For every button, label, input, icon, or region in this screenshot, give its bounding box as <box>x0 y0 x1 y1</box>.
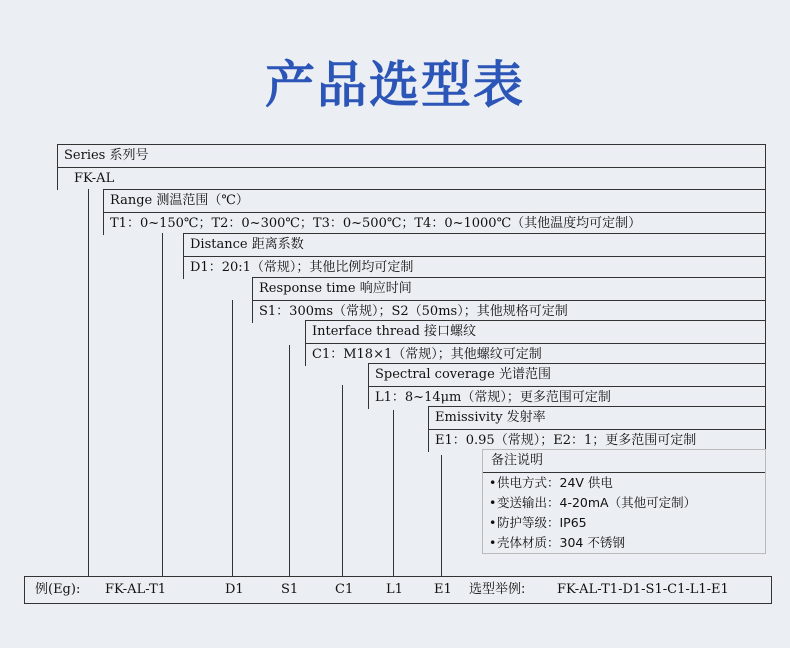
level-value: T1：0~150℃；T2：0~300℃；T3：0~500℃；T4：0~1000℃（其他温度均可定制） <box>104 212 765 235</box>
level-response <box>252 277 766 323</box>
bullet-icon: • <box>489 495 497 510</box>
notes-header: 备注说明 <box>483 450 765 473</box>
connector-series <box>88 189 89 576</box>
level-value: C1：M18×1（常规）；其他螺纹可定制 <box>306 343 765 366</box>
example-part-interface: C1 <box>335 582 354 597</box>
example-result-label: 选型举例: <box>469 582 526 597</box>
connector-distance <box>232 300 233 576</box>
level-value: E1：0.95（常规）；E2：1；更多范围可定制 <box>429 429 765 452</box>
connector-emissivity <box>441 455 442 576</box>
connector-interface <box>342 385 343 576</box>
level-header: Emissivity 发射率 <box>435 410 546 425</box>
bullet-icon: • <box>489 515 497 530</box>
page-title: 产品选型表 <box>265 56 525 114</box>
level-header: Response time 响应时间 <box>259 281 412 296</box>
connector-spectral <box>393 410 394 576</box>
level-emissivity <box>428 406 766 452</box>
list-item: • 防护等级：IP65 <box>483 513 765 533</box>
list-item: • 供电方式：24V 供电 <box>483 473 765 493</box>
level-range <box>103 189 766 235</box>
example-part-emissivity: E1 <box>434 582 452 597</box>
connector-range <box>162 233 163 576</box>
list-item: • 壳体材质：304 不锈钢 <box>483 533 765 553</box>
level-header: Distance 距离系数 <box>190 237 304 252</box>
example-part-spectral: L1 <box>386 582 403 597</box>
example-row <box>24 576 772 604</box>
notes-list <box>483 473 765 553</box>
level-header: Range 测温范围（℃） <box>110 193 249 208</box>
level-distance <box>183 233 766 279</box>
example-label: 例(Eg): <box>35 582 81 597</box>
list-item: • 变送输出：4-20mA（其他可定制） <box>483 493 765 513</box>
example-part-distance: D1 <box>225 582 244 597</box>
level-header: Interface thread 接口螺纹 <box>312 324 477 339</box>
level-series <box>57 144 766 190</box>
notes-box <box>482 449 766 554</box>
level-header: Series 系列号 <box>64 148 149 163</box>
example-result: FK-AL-T1-D1-S1-C1-L1-E1 <box>557 582 729 597</box>
bullet-icon: • <box>489 535 497 550</box>
level-interface <box>305 320 766 366</box>
level-value: L1：8~14μm（常规）；更多范围可定制 <box>369 386 765 409</box>
bullet-icon: • <box>489 475 497 490</box>
level-header: Spectral coverage 光谱范围 <box>375 367 551 382</box>
level-value: S1：300ms（常规）；S2（50ms）；其他规格可定制 <box>253 300 765 323</box>
level-spectral <box>368 363 766 409</box>
example-part-response: S1 <box>281 582 299 597</box>
example-part-series: FK-AL-T1 <box>105 582 167 597</box>
level-value: FK-AL <box>58 167 765 190</box>
connector-response <box>289 345 290 576</box>
level-value: D1：20:1（常规）；其他比例均可定制 <box>184 256 765 279</box>
